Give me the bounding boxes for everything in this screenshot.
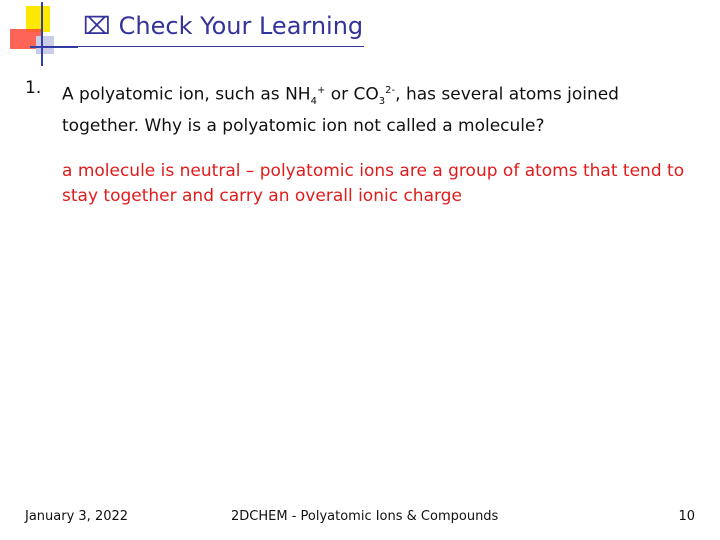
footer-page-number: 10: [678, 509, 695, 524]
logo-yellow-square: [26, 6, 50, 32]
nh4-subscript: 4: [310, 96, 317, 108]
question-text: [62, 78, 682, 139]
logo-light-square: [36, 36, 54, 54]
title-underline: [42, 46, 364, 47]
footer-course-title: 2DCHEM - Polyatomic Ions & Compounds: [231, 509, 499, 524]
nh4-charge: +: [316, 85, 326, 96]
co3-charge: 2-: [385, 85, 396, 96]
answer-text: a molecule is neutral – polyatomic ions are a group of atoms that tend to stay together and carry an overall ionic charge: [62, 161, 685, 206]
question-part-3: , has several atoms joined together. Why is a polyatomic ion not called a molecule?: [62, 84, 619, 137]
question-part-1: A polyatomic ion, such as NH: [62, 84, 311, 105]
decorative-squares-logo: [0, 0, 80, 70]
title-text: Check Your Learning: [118, 12, 364, 40]
slide-title: [83, 12, 363, 40]
co3-subscript: 3: [378, 96, 386, 108]
footer-date: January 3, 2022: [25, 509, 129, 524]
question-number: 1.: [25, 78, 42, 98]
question-part-2: or CO: [325, 84, 379, 105]
title-bullet-icon: ⌧: [83, 12, 111, 40]
